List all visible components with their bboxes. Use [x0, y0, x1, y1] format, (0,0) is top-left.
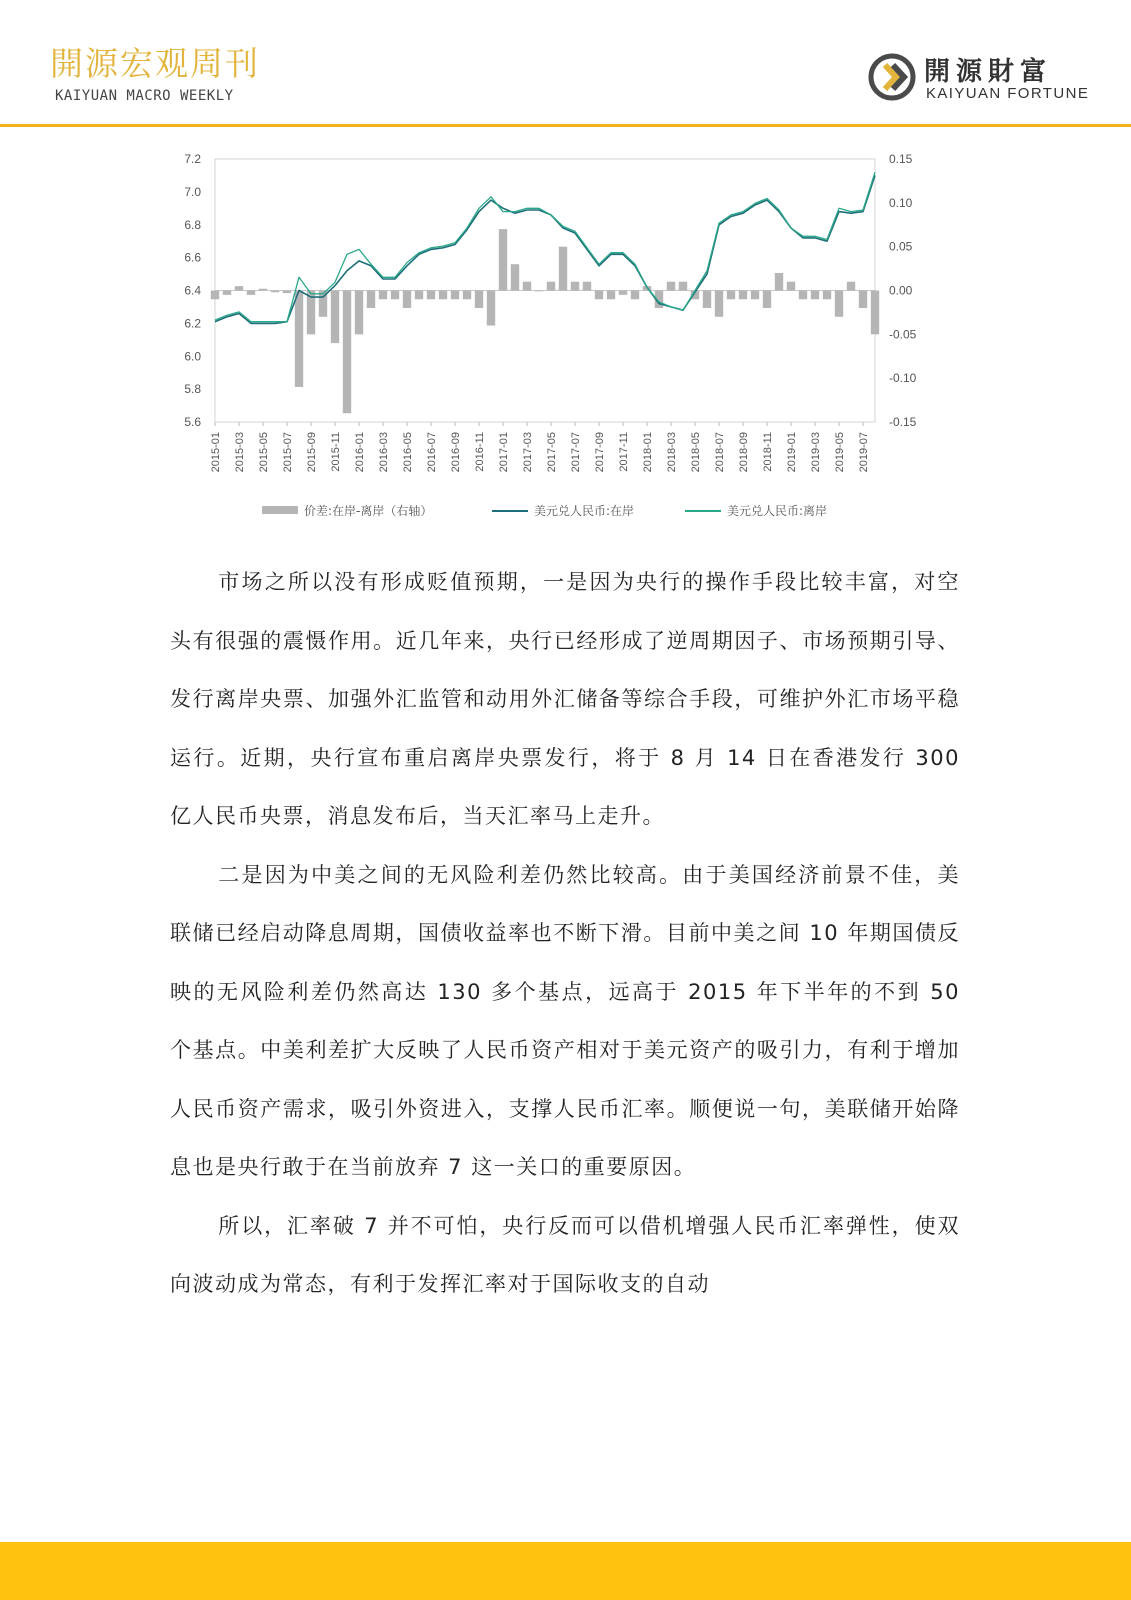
- y-right-tick-label: -0.15: [889, 415, 917, 429]
- spread-bar: [475, 291, 483, 309]
- spread-bar: [235, 286, 243, 290]
- spread-bar: [487, 291, 495, 326]
- spread-bar: [451, 291, 459, 300]
- y-left-tick-label: 7.0: [184, 184, 201, 199]
- fx-rate-chart: [170, 145, 940, 535]
- spread-bar: [763, 291, 771, 309]
- spread-bar: [835, 291, 843, 317]
- legend-label: 价差:在岸-离岸（右轴）: [304, 504, 433, 518]
- spread-bar: [787, 282, 795, 291]
- spread-bar: [439, 291, 447, 300]
- spread-bar: [535, 291, 543, 292]
- x-tick-label: 2017-07: [570, 432, 582, 473]
- spread-bar: [295, 291, 303, 387]
- x-tick-label: 2016-11: [474, 432, 486, 472]
- spread-bar: [751, 291, 759, 300]
- x-tick-label: 2016-05: [402, 432, 414, 473]
- spread-bar: [739, 291, 747, 300]
- spread-bar: [523, 282, 531, 291]
- spread-bar: [211, 291, 219, 300]
- spread-bar: [667, 282, 675, 291]
- brand-logo-icon: [866, 51, 918, 103]
- article-body: [170, 553, 960, 1314]
- spread-bar: [847, 282, 855, 291]
- y-left-tick-label: 6.2: [184, 316, 201, 331]
- spread-bar: [391, 291, 399, 300]
- legend-swatch-spread: [262, 506, 298, 514]
- legend-label: 美元兑人民币:在岸: [534, 504, 635, 518]
- y-right-tick-label: 0.10: [889, 195, 913, 210]
- spread-bar: [511, 264, 519, 290]
- x-tick-label: 2015-11: [330, 432, 342, 472]
- spread-bar: [367, 291, 375, 309]
- spread-bar: [403, 291, 411, 309]
- spread-bar: [343, 291, 351, 414]
- brand-name-cn: 開源財富: [924, 57, 1053, 87]
- y-right-tick-label: 0.15: [889, 152, 913, 166]
- spread-bar: [499, 229, 507, 290]
- spread-bar: [355, 291, 363, 335]
- x-tick-label: 2015-07: [282, 432, 294, 473]
- spread-bar: [703, 291, 711, 309]
- x-tick-label: 2017-11: [618, 432, 630, 472]
- spread-bar: [679, 282, 687, 291]
- x-tick-label: 2017-09: [594, 432, 606, 473]
- x-tick-label: 2018-07: [714, 432, 726, 473]
- spread-bar: [811, 291, 819, 300]
- x-tick-label: 2018-03: [666, 432, 678, 473]
- spread-bar: [547, 282, 555, 291]
- x-tick-label: 2015-05: [258, 432, 270, 473]
- spread-bar: [607, 291, 615, 300]
- spread-bar: [259, 289, 267, 291]
- page-header: [0, 0, 1131, 127]
- spread-bar: [799, 291, 807, 300]
- spread-bar: [583, 282, 591, 291]
- y-left-tick-label: 5.8: [184, 382, 201, 397]
- x-tick-label: 2017-03: [522, 432, 534, 473]
- paragraph: 市场之所以没有形成贬值预期，一是因为央行的操作手段比较丰富，对空头有很强的震慑作用。近几年来，央行已经形成了逆周期因子、市场预期引导、发行离岸央票、加强外汇监管和动用外汇储备等综合手段，可维护外汇市场平稳运行。近期，央行宣布重启离岸央票发行，将于 8 月 14 日在香港发行 300 亿人民币央票，消息发布后，当天汇率马上走升。: [170, 570, 960, 828]
- y-left-tick-label: 6.6: [184, 250, 201, 265]
- x-tick-label: 2016-09: [450, 432, 462, 473]
- spread-bar: [823, 291, 831, 300]
- y-left-tick-label: 7.2: [184, 152, 201, 166]
- spread-bar: [559, 247, 567, 291]
- x-tick-label: 2016-03: [378, 432, 390, 473]
- spread-bar: [631, 291, 639, 300]
- spread-bar: [571, 282, 579, 291]
- spread-bar: [775, 273, 783, 291]
- x-tick-label: 2019-03: [810, 432, 822, 473]
- spread-bar: [871, 291, 879, 335]
- footer-bar: [0, 1542, 1131, 1600]
- y-right-tick-label: -0.05: [889, 327, 917, 342]
- spread-bar: [595, 291, 603, 300]
- x-tick-label: 2019-07: [858, 432, 870, 473]
- y-right-tick-label: 0.00: [889, 283, 913, 298]
- spread-bar: [379, 291, 387, 300]
- y-right-tick-label: 0.05: [889, 239, 913, 254]
- paragraph: 二是因为中美之间的无风险利差仍然比较高。由于美国经济前景不佳，美联储已经启动降息周期，国债收益率也不断下滑。目前中美之间 10 年期国债反映的无风险利差仍然高达 130 多个基点，远高于 2015 年下半年的不到 50 个基点。中美利差扩大反映了人民币资产相对于美元资产的吸引力，有利于增加人民币资产需求，吸引外资进入，支撑人民币汇率。顺便说一句，美联储开始降息也是央行敢于在当前放弃 7 这一关口的重要原因。: [170, 862, 960, 1179]
- x-tick-label: 2019-05: [834, 432, 846, 473]
- y-left-tick-label: 6.4: [184, 283, 201, 298]
- chart-svg: [170, 145, 940, 535]
- x-tick-label: 2017-05: [546, 432, 558, 473]
- spread-bar: [463, 291, 471, 300]
- publication-title: 開源宏观周刊: [50, 44, 260, 83]
- y-right-tick-label: -0.10: [889, 371, 917, 386]
- spread-bar: [283, 291, 291, 294]
- paragraph: 所以，汇率破 7 并不可怕，央行反而可以借机增强人民币汇率弹性，使双向波动成为常态，有利于发挥汇率对于国际收支的自动: [170, 1213, 960, 1296]
- spread-bar: [619, 291, 627, 295]
- publication-subtitle: KAIYUAN MACRO WEEKLY: [55, 88, 234, 104]
- x-tick-label: 2018-09: [738, 432, 750, 473]
- spread-bar: [247, 291, 255, 295]
- x-tick-label: 2016-01: [354, 432, 366, 473]
- brand-logo: [866, 47, 1096, 107]
- y-left-tick-label: 6.8: [184, 217, 201, 232]
- x-tick-label: 2015-09: [306, 432, 318, 473]
- x-tick-label: 2015-03: [234, 432, 246, 473]
- spread-bar: [727, 291, 735, 300]
- spread-bar: [859, 291, 867, 309]
- x-tick-label: 2019-01: [786, 432, 798, 473]
- x-tick-label: 2017-01: [498, 432, 510, 473]
- y-left-tick-label: 5.6: [184, 415, 201, 429]
- x-tick-label: 2018-01: [642, 432, 654, 473]
- spread-bar: [715, 291, 723, 317]
- x-tick-label: 2018-11: [762, 432, 774, 472]
- spread-bar: [223, 291, 231, 295]
- x-tick-label: 2016-07: [426, 432, 438, 473]
- y-left-tick-label: 6.0: [184, 349, 201, 364]
- spread-bar: [331, 291, 339, 344]
- x-tick-label: 2018-05: [690, 432, 702, 473]
- brand-name-en: KAIYUAN FORTUNE: [926, 85, 1090, 102]
- header-divider: [0, 124, 1131, 127]
- spread-bar: [271, 291, 279, 293]
- legend-label: 美元兑人民币:离岸: [727, 504, 828, 518]
- spread-bar: [415, 291, 423, 300]
- spread-bar: [427, 291, 435, 300]
- x-tick-label: 2015-01: [210, 432, 222, 473]
